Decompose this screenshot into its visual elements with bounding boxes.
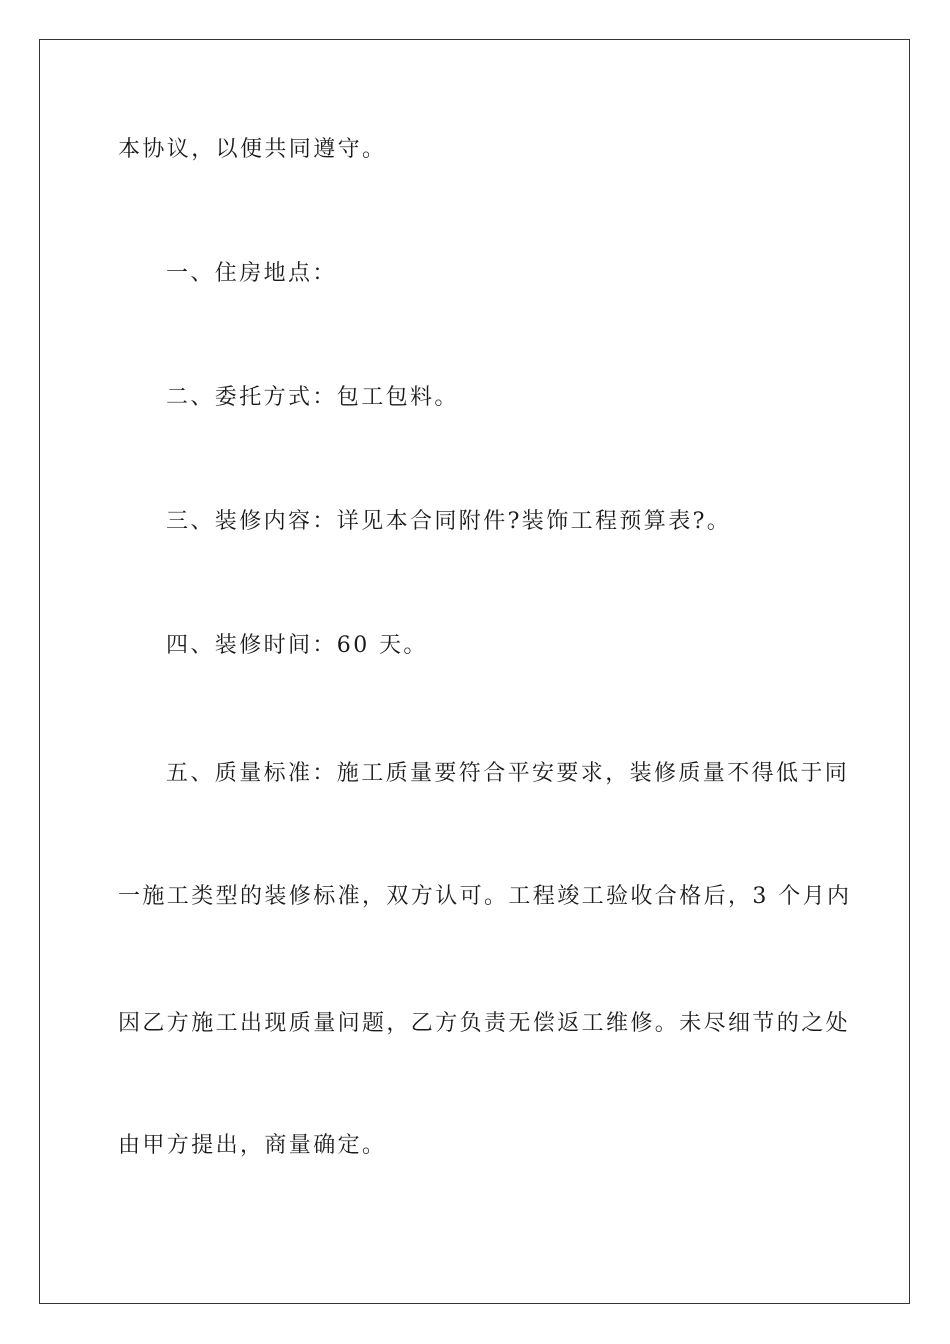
page-border <box>39 39 910 1304</box>
clause-2-commission-method: 二、委托方式：包工包料。 <box>166 385 459 410</box>
clause-5-quality-standard-line-4: 由甲方提出，商量确定。 <box>118 1133 387 1158</box>
clause-5-quality-standard-line-3: 因乙方施工出现质量问题，乙方负责无偿返工维修。未尽细节的之处 <box>118 1011 851 1036</box>
text-line-continuation: 本协议，以便共同遵守。 <box>118 137 387 162</box>
clause-5-quality-standard-line-2: 一施工类型的装修标准，双方认可。工程竣工验收合格后，3 个月内 <box>118 884 852 909</box>
clause-3-renovation-content: 三、装修内容：详见本合同附件?装饰工程预算表?。 <box>166 509 732 534</box>
clause-5-quality-standard: 五、质量标准：施工质量要符合平安要求，装修质量不得低于同 <box>166 761 850 786</box>
clause-4-renovation-time: 四、装修时间：60 天。 <box>166 633 428 658</box>
clause-1-housing-location: 一、住房地点： <box>166 261 337 286</box>
